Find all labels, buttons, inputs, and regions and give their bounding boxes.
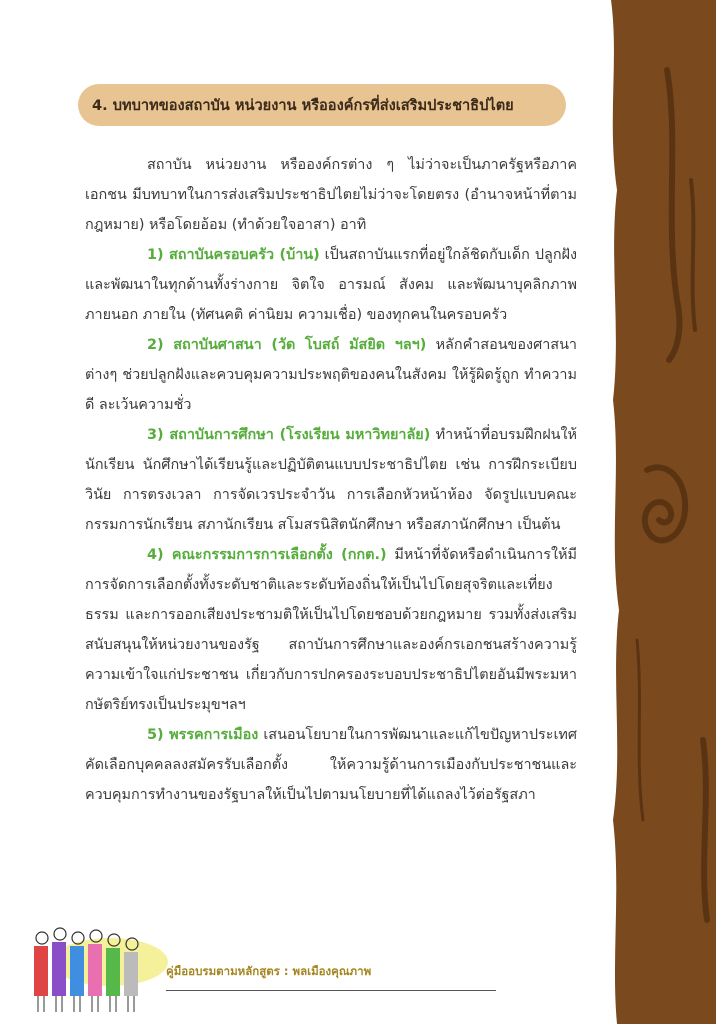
- people-illustration: [12, 916, 172, 1016]
- footer-divider: [166, 990, 496, 991]
- item-paragraph-2: [85, 330, 577, 420]
- item-title-1: 1) สถาบันครอบครัว (บ้าน): [147, 247, 320, 263]
- item-title-4: 4) คณะกรรมการการเลือกตั้ง (กกต.): [147, 547, 387, 563]
- item-text-5: เสนอนโยบายในการพัฒนาและแก้ไขปัญหาประเทศ คัดเลือกบุคคลลงสมัครรับเลือกตั้ง ให้ความรู้ด้านการเมืองกับประชาชนและควบคุมการทำงานของรัฐบาลให้เป็นไปตามนโยบายที่ได้แถลงไว้ต่อรัฐสภา: [85, 727, 577, 803]
- item-text-2: หลักคำสอนของศาสนาต่างๆ ช่วยปลูกฝังและควบคุมความประพฤติของคนในสังคม ให้รู้ผิดรู้ถูก ทำความดี ละเว้นความชั่ว: [85, 337, 577, 413]
- body-text: [85, 150, 577, 810]
- section-heading: 4. บทบาทของสถาบัน หน่วยงาน หรือองค์กรที่ส่งเสริมประชาธิปไตย: [92, 97, 514, 114]
- item-paragraph-5: [85, 720, 577, 810]
- item-paragraph-4: [85, 540, 577, 720]
- item-title-2: 2) สถาบันศาสนา (วัด โบสถ์ มัสยิด ฯลฯ): [147, 337, 427, 353]
- item-text-1: เป็นสถาบันแรกที่อยู่ใกล้ชิดกับเด็ก ปลูกฝังและพัฒนาในทุกด้านทั้งร่างกาย จิตใจ อารมณ์ สังคม และพัฒนาบุคลิกภาพภายนอก ภายใน (ทัศนคติ ค่านิยม ความเชื่อ) ของทุกคนในครอบครัว: [85, 247, 577, 323]
- item-text-3: ทำหน้าที่อบรมฝึกฝนให้นักเรียน นักศึกษาได้เรียนรู้และปฏิบัติตนแบบประชาธิปไตย เช่น การฝึกระเบียบวินัย การตรงเวลา การจัดเวรประจำวัน การเลือกหัวหน้าห้อง จัดรูปแบบคณะกรรมการนักเรียน สภานักเรียน สโมสรนิสิตนักศึกษา หรือสภานักศึกษา เป็นต้น: [85, 427, 577, 533]
- tree-trunk-decoration: [607, 0, 716, 1024]
- item-paragraph-1: [85, 240, 577, 330]
- footer-title: คู่มืออบรมตามหลักสูตร : พลเมืองคุณภาพ: [166, 964, 372, 978]
- item-title-3: 3) สถาบันการศึกษา (โรงเรียน มหาวิทยาลัย): [147, 427, 431, 443]
- intro-paragraph: สถาบัน หน่วยงาน หรือองค์กรต่าง ๆ ไม่ว่าจะเป็นภาครัฐหรือภาคเอกชน มีบทบาทในการส่งเสริมประชาธิปไตยไม่ว่าจะโดยตรง (อำนาจหน้าที่ตามกฎหมาย) หรือโดยอ้อม (ทำด้วยใจอาสา) อาทิ: [85, 157, 577, 233]
- item-text-4: มีหน้าที่จัดหรือดำเนินการให้มีการจัดการเลือกตั้งทั้งระดับชาติและระดับท้องถิ่นให้เป็นไปโดยสุจริตและเที่ยงธรรม และการออกเสียงประชามติให้เป็นไปโดยชอบด้วยกฎหมาย รวมทั้งส่งเสริม สนับสนุนให้หน่วยงานของรัฐ สถาบันการศึกษาและองค์กรเอกชนสร้างความรู้ความเข้าใจแก่ประชาชน เกี่ยวกับการปกครองระบอบประชาธิปไตยอันมีพระมหากษัตริย์ทรงเป็นประมุขฯลฯ: [85, 547, 577, 713]
- item-paragraph-3: [85, 420, 577, 540]
- item-title-5: 5) พรรคการเมือง: [147, 727, 259, 743]
